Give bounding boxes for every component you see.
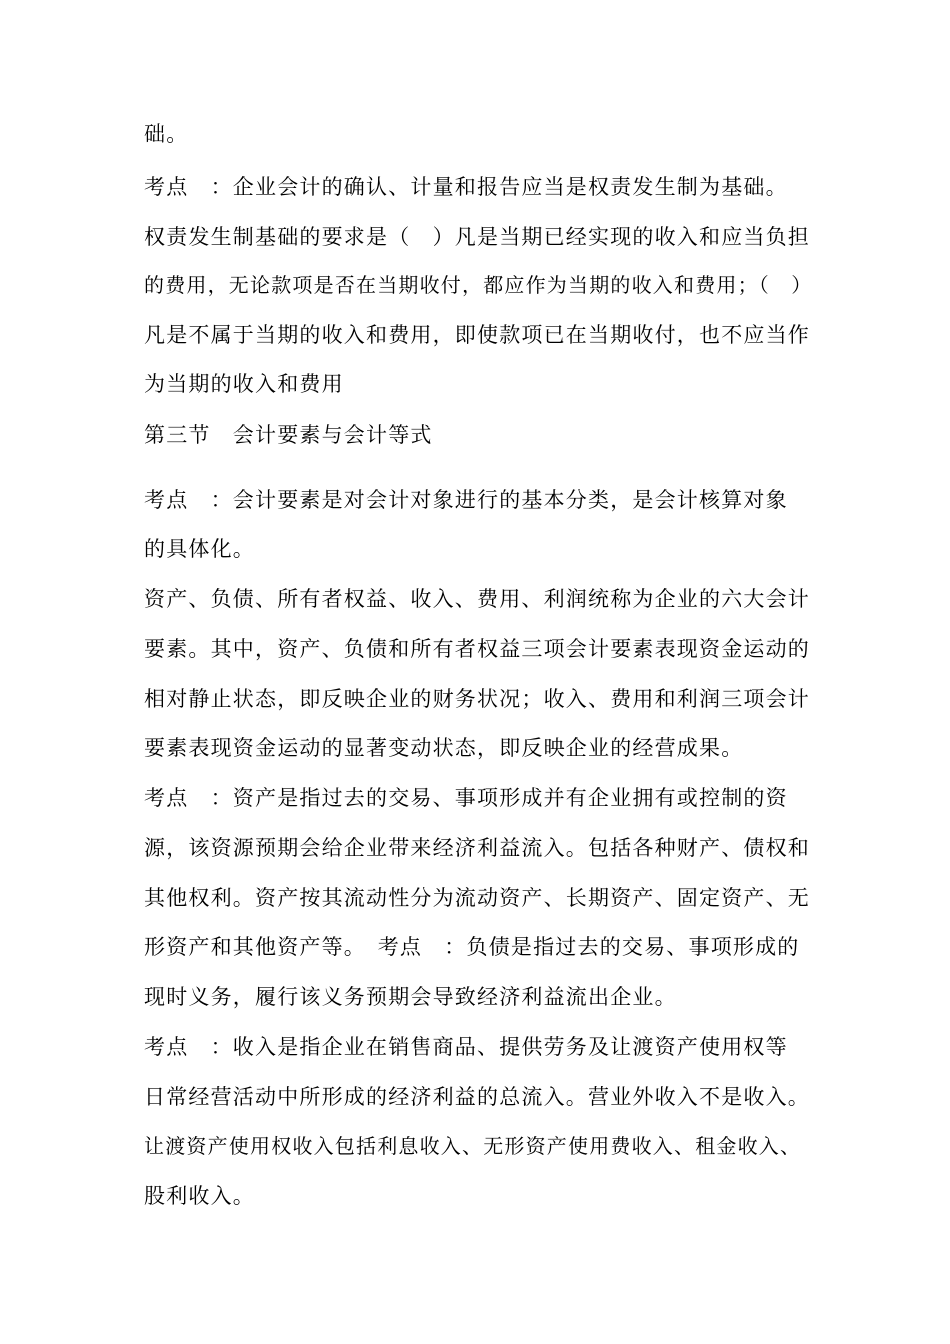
text-line-4: 的费用，无论款项是否在当期收付，都应作为当期的收入和费用；（ ） xyxy=(144,273,813,297)
text-line-3: 权责发生制基础的要求是（ ）凡是当期已经实现的收入和应当负担 xyxy=(144,225,810,249)
text-line-16: 其他权利。资产按其流动性分为流动资产、长期资产、固定资产、无 xyxy=(144,886,810,910)
text-line-18: 现时义务，履行该义务预期会导致经济利益流出企业。 xyxy=(144,985,677,1009)
section-heading: 第三节 会计要素与会计等式 xyxy=(144,423,433,447)
text-line-6: 为当期的收入和费用 xyxy=(144,372,344,396)
text-line-11: 要素。其中，资产、负债和所有者权益三项会计要素表现资金运动的 xyxy=(144,637,810,661)
text-line-17: 形资产和其他资产等。 考点 ：负债是指过去的交易、事项形成的 xyxy=(144,935,800,959)
text-line-2: 考点 ：企业会计的确认、计量和报告应当是权责发生制为基础。 xyxy=(144,175,788,199)
text-line-20: 日常经营活动中所形成的经济利益的总流入。营业外收入不是收入。 xyxy=(144,1085,810,1109)
text-line-9: 的具体化。 xyxy=(144,537,255,561)
text-line-13: 要素表现资金运动的显著变动状态，即反映企业的经营成果。 xyxy=(144,736,744,760)
text-line-21: 让渡资产使用权收入包括利息收入、无形资产使用费收入、租金收入、 xyxy=(144,1134,802,1158)
text-line-19: 考点 ：收入是指企业在销售商品、提供劳务及让渡资产使用权等 xyxy=(144,1035,788,1059)
text-line-10: 资产、负债、所有者权益、收入、费用、利润统称为企业的六大会计 xyxy=(144,587,810,611)
text-line-12: 相对静止状态，即反映企业的财务状况；收入、费用和利润三项会计 xyxy=(144,687,810,711)
text-line-5: 凡是不属于当期的收入和费用，即使款项已在当期收付，也不应当作 xyxy=(144,323,810,347)
text-line-8: 考点 ：会计要素是对会计对象进行的基本分类，是会计核算对象 xyxy=(144,488,788,512)
text-line-22: 股利收入。 xyxy=(144,1184,255,1208)
text-line-14: 考点 ：资产是指过去的交易、事项形成并有企业拥有或控制的资 xyxy=(144,786,788,810)
text-line-15: 源，该资源预期会给企业带来经济利益流入。包括各种财产、债权和 xyxy=(144,836,810,860)
text-line-1: 础。 xyxy=(144,122,189,146)
